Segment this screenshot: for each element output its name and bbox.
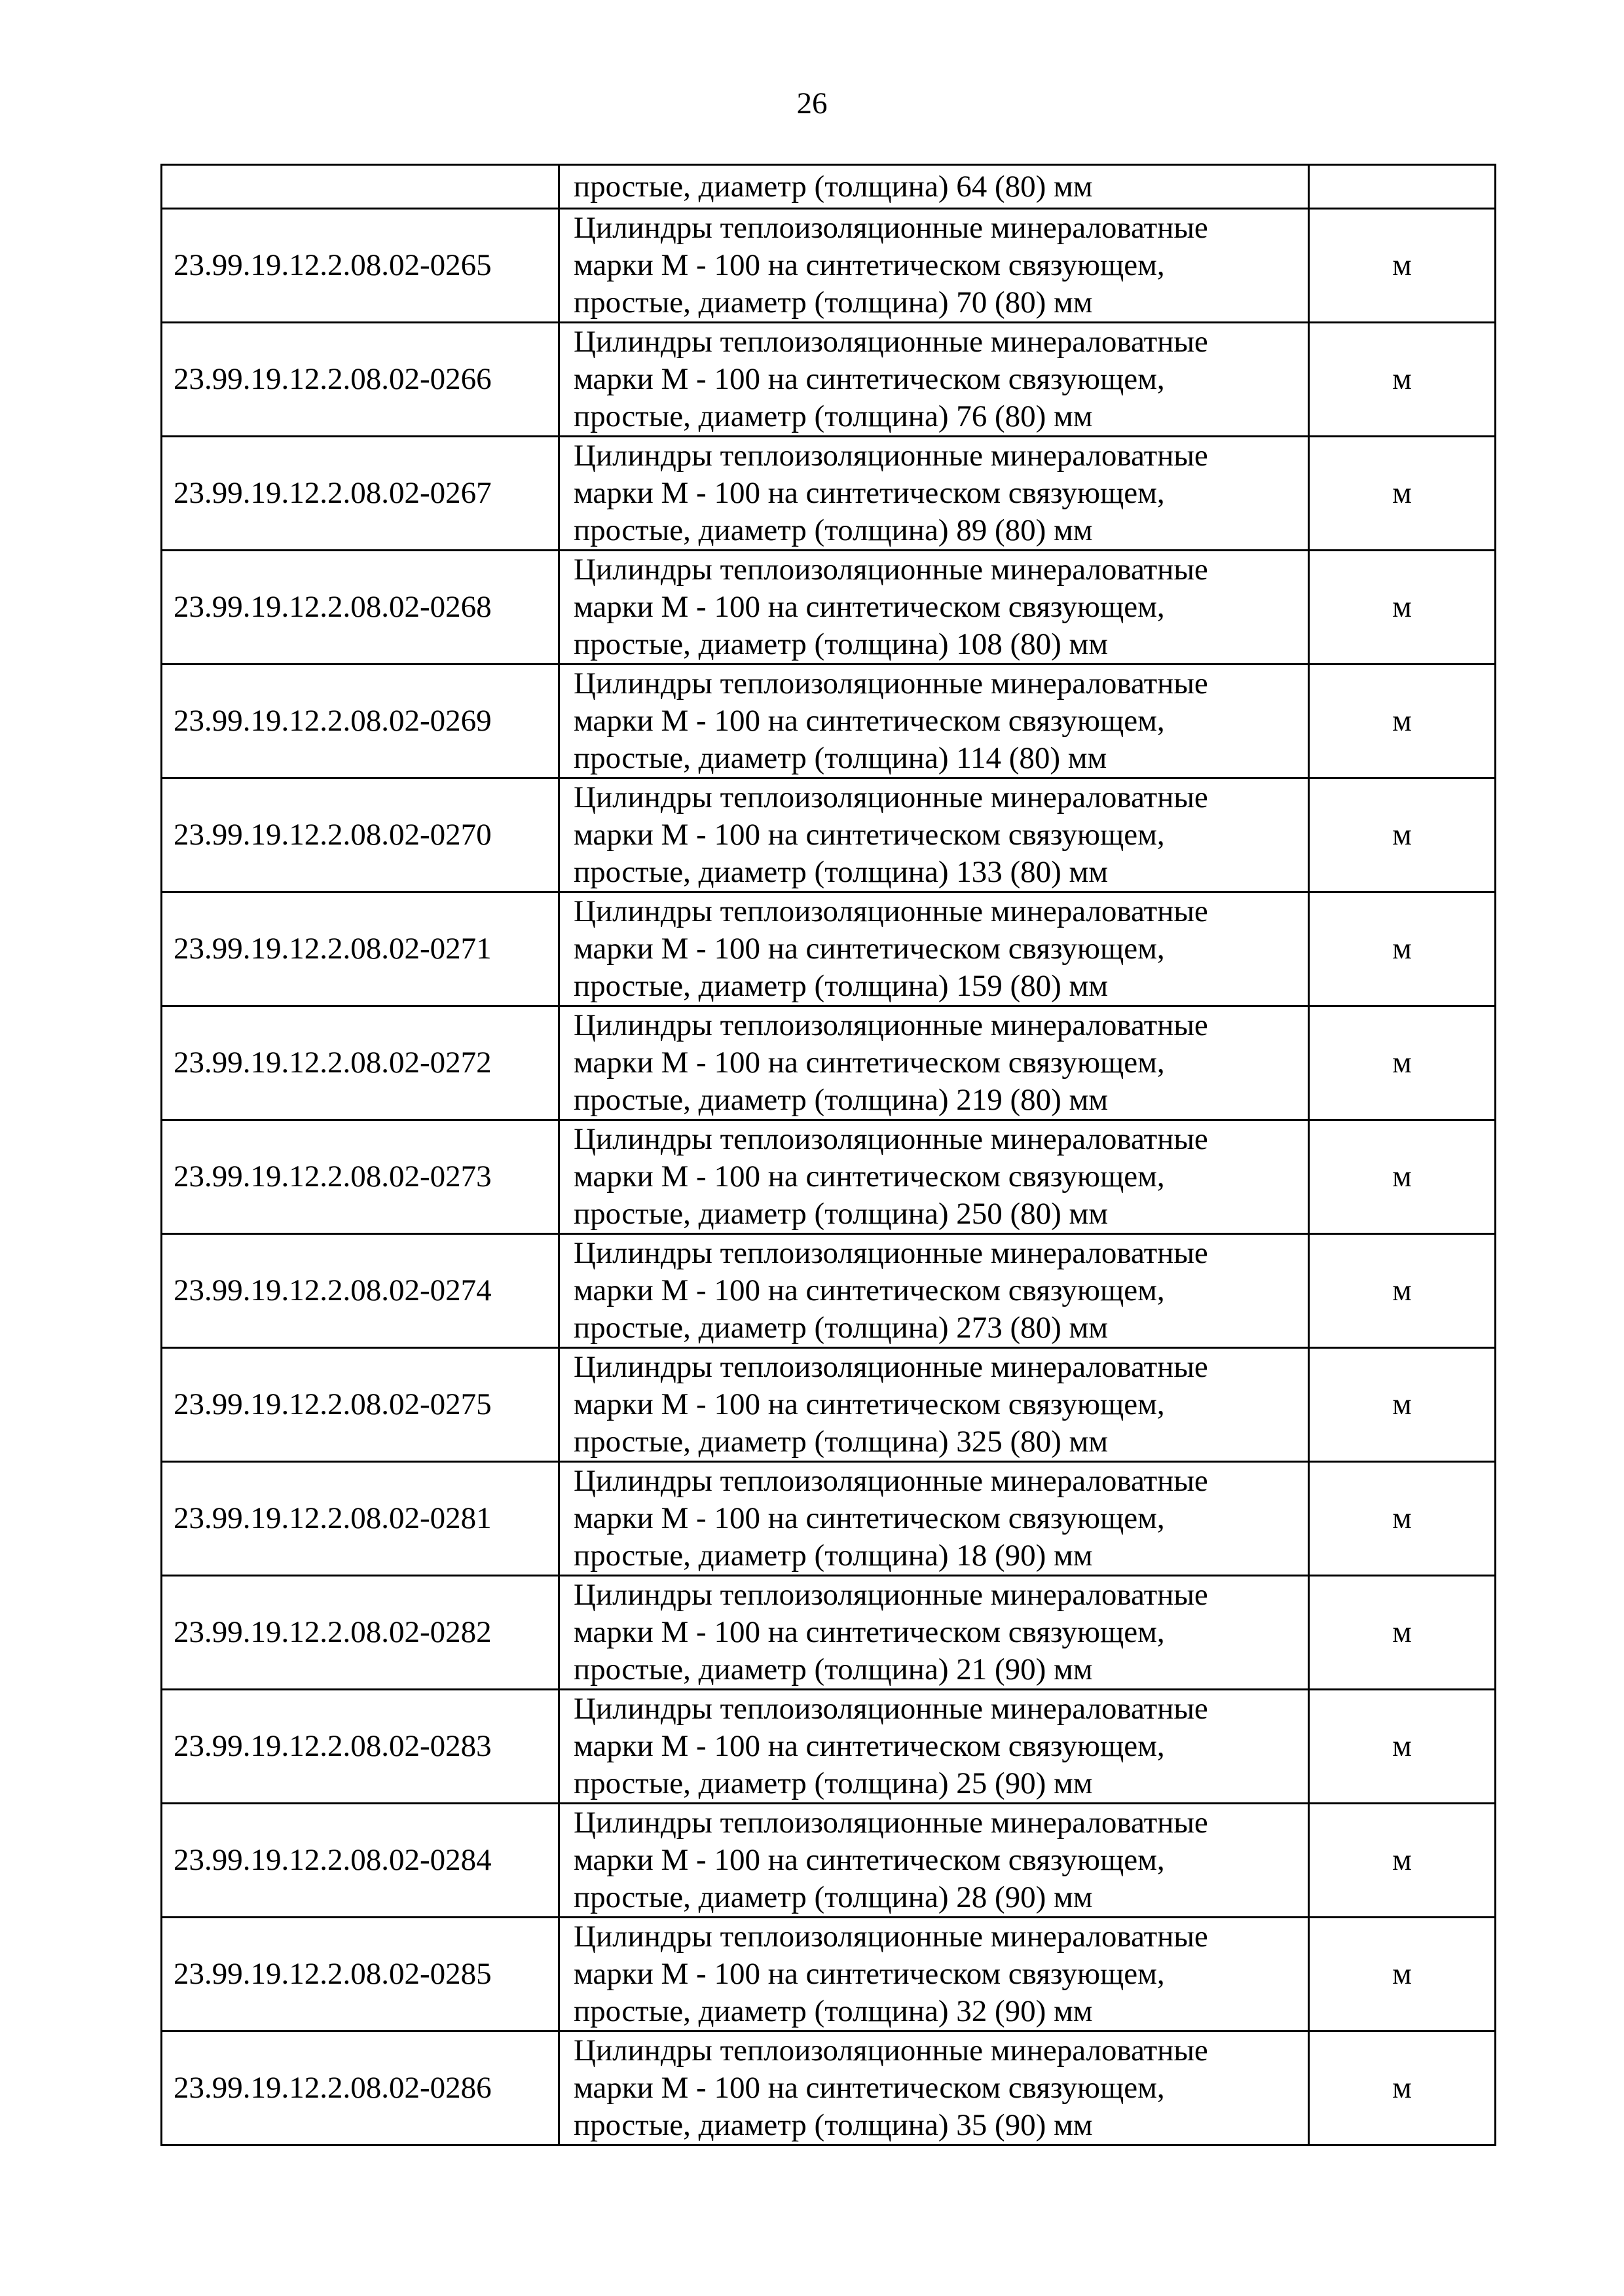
material-name-line-3: простые, диаметр (толщина) 28 (90) мм (574, 1880, 1093, 1914)
unit-cell: м (1309, 1690, 1496, 1804)
table-row (162, 1690, 1496, 1804)
material-name-cell (559, 1690, 1309, 1804)
material-code-cell: 23.99.19.12.2.08.02-0283 (162, 1690, 559, 1804)
material-code-cell: 23.99.19.12.2.08.02-0284 (162, 1804, 559, 1918)
material-name-line-1: Цилиндры теплоизоляционные минераловатные (574, 1008, 1208, 1042)
table-row (162, 665, 1496, 778)
unit-cell: м (1309, 323, 1496, 437)
material-name-cell (559, 1234, 1309, 1348)
material-name-line-3: простые, диаметр (толщина) 325 (80) мм (574, 1425, 1109, 1459)
material-name-line-3: простые, диаметр (толщина) 133 (80) мм (574, 855, 1109, 889)
carry-over-row (162, 165, 1496, 209)
material-name-line-2: марки М - 100 на синтетическом связующем, (574, 1615, 1165, 1649)
material-name-line-1: Цилиндры теплоизоляционные минераловатные (574, 894, 1208, 928)
material-name-line-1: Цилиндры теплоизоляционные минераловатные (574, 1920, 1208, 1954)
material-name-line-1: Цилиндры теплоизоляционные минераловатные (574, 780, 1208, 814)
material-name-cell (559, 2032, 1309, 2145)
material-name-line-1: Цилиндры теплоизоляционные минераловатные (574, 553, 1208, 587)
material-name-cell (559, 1918, 1309, 2032)
table-row (162, 209, 1496, 323)
material-name-line-1: Цилиндры теплоизоляционные минераловатные (574, 1464, 1208, 1498)
unit-cell: м (1309, 1804, 1496, 1918)
material-code-cell: 23.99.19.12.2.08.02-0275 (162, 1348, 559, 1462)
unit-cell: м (1309, 1120, 1496, 1234)
material-name-line-1: Цилиндры теплоизоляционные минераловатные (574, 1122, 1208, 1156)
material-name-line-3: простые, диаметр (толщина) 250 (80) мм (574, 1197, 1109, 1231)
table-row (162, 551, 1496, 665)
table-row (162, 1462, 1496, 1576)
material-code-cell: 23.99.19.12.2.08.02-0268 (162, 551, 559, 665)
material-name-line-3: простые, диаметр (толщина) 108 (80) мм (574, 627, 1109, 661)
material-name-line-2: марки М - 100 на синтетическом связующем, (574, 1159, 1165, 1194)
carry-over-code-cell (162, 165, 559, 209)
material-code-cell: 23.99.19.12.2.08.02-0281 (162, 1462, 559, 1576)
material-name-cell (559, 1120, 1309, 1234)
material-name-cell (559, 1006, 1309, 1120)
carry-over-name-cell: простые, диаметр (толщина) 64 (80) мм (559, 165, 1309, 209)
material-name-line-3: простые, диаметр (толщина) 18 (90) мм (574, 1539, 1093, 1573)
unit-cell: м (1309, 1006, 1496, 1120)
material-name-line-1: Цилиндры теплоизоляционные минераловатные (574, 1692, 1208, 1726)
material-name-line-2: марки М - 100 на синтетическом связующем, (574, 1501, 1165, 1535)
material-code-cell: 23.99.19.12.2.08.02-0282 (162, 1576, 559, 1690)
material-name-line-1: Цилиндры теплоизоляционные минераловатные (574, 1578, 1208, 1612)
table-row (162, 892, 1496, 1006)
unit-cell: м (1309, 1918, 1496, 2032)
unit-cell: м (1309, 551, 1496, 665)
material-code-cell: 23.99.19.12.2.08.02-0267 (162, 437, 559, 551)
material-name-cell (559, 209, 1309, 323)
table-row (162, 1234, 1496, 1348)
table-row (162, 437, 1496, 551)
material-name-line-3: простые, диаметр (толщина) 32 (90) мм (574, 1994, 1093, 2028)
material-name-line-2: марки М - 100 на синтетическом связующем, (574, 590, 1165, 624)
material-name-line-3: простые, диаметр (толщина) 89 (80) мм (574, 513, 1093, 547)
material-code-cell: 23.99.19.12.2.08.02-0265 (162, 209, 559, 323)
material-name-line-2: марки М - 100 на синтетическом связующем, (574, 476, 1165, 510)
material-code-cell: 23.99.19.12.2.08.02-0273 (162, 1120, 559, 1234)
material-name-cell (559, 778, 1309, 892)
material-code-cell: 23.99.19.12.2.08.02-0266 (162, 323, 559, 437)
table-row (162, 1348, 1496, 1462)
carry-over-unit-cell (1309, 165, 1496, 209)
material-name-line-3: простые, диаметр (толщина) 21 (90) мм (574, 1652, 1093, 1686)
material-name-line-1: Цилиндры теплоизоляционные минераловатные (574, 1236, 1208, 1270)
material-name-cell (559, 551, 1309, 665)
material-name-line-2: марки М - 100 на синтетическом связующем, (574, 1273, 1165, 1307)
table-row (162, 778, 1496, 892)
material-name-cell (559, 892, 1309, 1006)
table-row (162, 323, 1496, 437)
unit-cell: м (1309, 437, 1496, 551)
material-name-line-1: Цилиндры теплоизоляционные минераловатные (574, 211, 1208, 245)
material-name-line-2: марки М - 100 на синтетическом связующем, (574, 1843, 1165, 1877)
material-code-cell: 23.99.19.12.2.08.02-0269 (162, 665, 559, 778)
unit-cell: м (1309, 665, 1496, 778)
material-name-line-1: Цилиндры теплоизоляционные минераловатные (574, 2033, 1208, 2068)
table-row (162, 1576, 1496, 1690)
material-name-line-3: простые, диаметр (толщина) 76 (80) мм (574, 399, 1093, 433)
table-row (162, 1804, 1496, 1918)
unit-cell: м (1309, 1462, 1496, 1576)
materials-table (160, 164, 1496, 2146)
material-name-line-3: простые, диаметр (толщина) 70 (80) мм (574, 285, 1093, 319)
material-code-cell: 23.99.19.12.2.08.02-0271 (162, 892, 559, 1006)
material-code-cell: 23.99.19.12.2.08.02-0286 (162, 2032, 559, 2145)
material-name-line-1: Цилиндры теплоизоляционные минераловатные (574, 1806, 1208, 1840)
page-number: 26 (796, 86, 828, 120)
material-name-cell (559, 665, 1309, 778)
materials-table-body (162, 165, 1496, 2145)
material-code-cell: 23.99.19.12.2.08.02-0285 (162, 1918, 559, 2032)
material-name-line-3: простые, диаметр (толщина) 159 (80) мм (574, 969, 1109, 1003)
table-row (162, 1918, 1496, 2032)
unit-cell: м (1309, 209, 1496, 323)
material-name-cell (559, 1804, 1309, 1918)
material-name-line-1: Цилиндры теплоизоляционные минераловатные (574, 439, 1208, 473)
material-name-line-2: марки М - 100 на синтетическом связующем, (574, 362, 1165, 396)
material-name-line-2: марки М - 100 на синтетическом связующем, (574, 932, 1165, 966)
material-code-cell: 23.99.19.12.2.08.02-0274 (162, 1234, 559, 1348)
material-name-line-3: простые, диаметр (толщина) 219 (80) мм (574, 1083, 1109, 1117)
table-row (162, 1006, 1496, 1120)
material-name-cell (559, 437, 1309, 551)
unit-cell: м (1309, 892, 1496, 1006)
material-name-cell (559, 1576, 1309, 1690)
material-name-line-2: марки М - 100 на синтетическом связующем, (574, 704, 1165, 738)
material-name-line-1: Цилиндры теплоизоляционные минераловатные (574, 325, 1208, 359)
unit-cell: м (1309, 2032, 1496, 2145)
table-row (162, 1120, 1496, 1234)
material-name-cell (559, 323, 1309, 437)
material-name-line-3: простые, диаметр (толщина) 25 (90) мм (574, 1766, 1093, 1800)
material-name-cell (559, 1462, 1309, 1576)
unit-cell: м (1309, 1234, 1496, 1348)
material-name-line-3: простые, диаметр (толщина) 114 (80) мм (574, 741, 1107, 775)
material-name-line-2: марки М - 100 на синтетическом связующем, (574, 1729, 1165, 1763)
material-name-line-1: Цилиндры теплоизоляционные минераловатные (574, 1350, 1208, 1384)
material-name-line-3: простые, диаметр (толщина) 35 (90) мм (574, 2108, 1093, 2142)
material-name-line-3: простые, диаметр (толщина) 273 (80) мм (574, 1311, 1109, 1345)
material-name-line-2: марки М - 100 на синтетическом связующем, (574, 2071, 1165, 2105)
material-name-line-2: марки М - 100 на синтетическом связующем, (574, 1387, 1165, 1421)
unit-cell: м (1309, 1348, 1496, 1462)
material-name-line-2: марки М - 100 на синтетическом связующем, (574, 818, 1165, 852)
material-code-cell: 23.99.19.12.2.08.02-0272 (162, 1006, 559, 1120)
material-name-line-2: марки М - 100 на синтетическом связующем, (574, 1046, 1165, 1080)
material-name-line-2: марки М - 100 на синтетическом связующем, (574, 248, 1165, 282)
unit-cell: м (1309, 778, 1496, 892)
unit-cell: м (1309, 1576, 1496, 1690)
material-name-line-2: марки М - 100 на синтетическом связующем, (574, 1957, 1165, 1991)
material-name-cell (559, 1348, 1309, 1462)
material-code-cell: 23.99.19.12.2.08.02-0270 (162, 778, 559, 892)
table-row (162, 2032, 1496, 2145)
material-name-line-1: Цилиндры теплоизоляционные минераловатные (574, 666, 1208, 701)
